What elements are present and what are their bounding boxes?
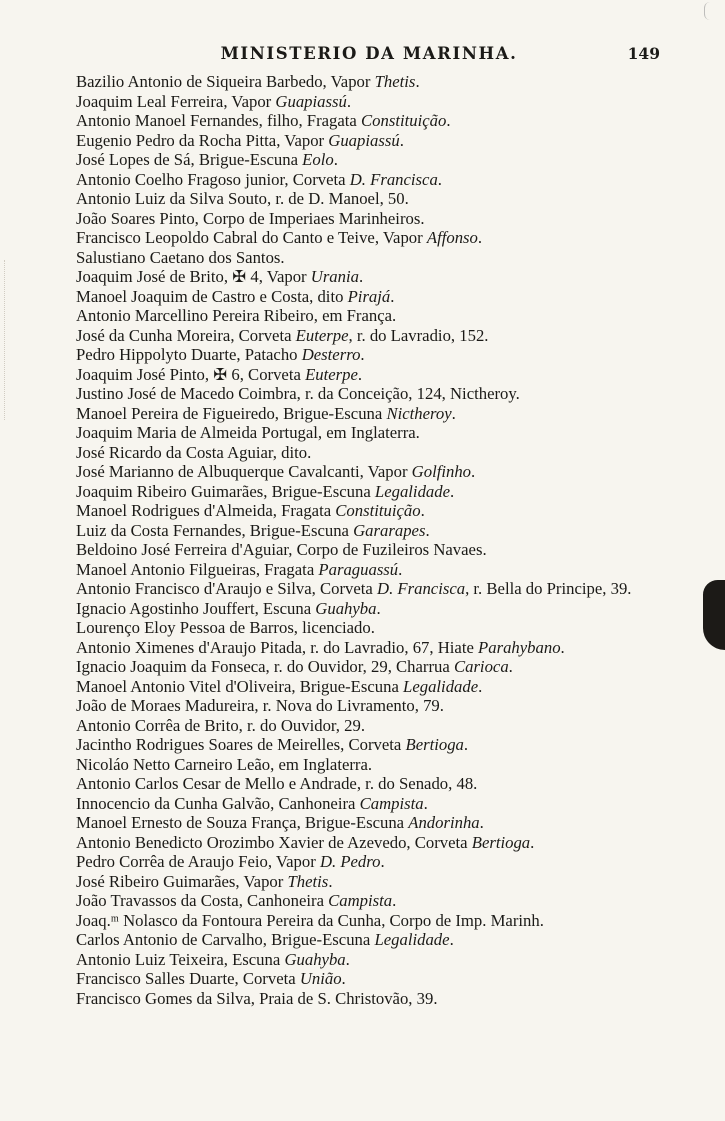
entry-text: Manoel Joaquim de Castro e Costa, dito (76, 286, 348, 306)
ship-name: Golfinho (411, 462, 472, 481)
list-item (76, 560, 656, 580)
entry-text: João Soares Pinto, Corpo de Imperiaes Marinheiros. (76, 208, 425, 228)
list-item (76, 443, 656, 463)
entry-tail: . (376, 598, 381, 618)
entry-tail: . (479, 813, 484, 832)
ship-name: Bertioga (471, 832, 531, 852)
entry-tail: . (478, 676, 483, 696)
entry-text: Joaquim Leal Ferreira, Vapor (76, 91, 276, 111)
entry-tail: . (415, 72, 420, 91)
list-item (76, 209, 656, 229)
list-item (76, 326, 656, 346)
entry-text: Joaquim José de Brito, ✠ 4, Vapor (76, 267, 311, 286)
entry-tail: . (437, 169, 442, 189)
ship-name: Andorinha (408, 813, 480, 832)
ship-name: Desterro (301, 345, 361, 364)
entry-text: Francisco Salles Duarte, Corveta (76, 969, 300, 988)
entry-tail: . (333, 150, 338, 169)
ship-name: Constituição (335, 501, 421, 520)
list-item (76, 287, 656, 307)
ship-name: Guapiassú (275, 91, 347, 111)
entry-text: Ignacio Agostinho Jouffert, Escuna (76, 598, 316, 618)
entry-text: Beldoino José Ferreira d'Aguiar, Corpo de Fuzileiros Navaes. (76, 540, 487, 559)
ship-name: Thetis (287, 871, 329, 891)
ship-name: Pirajá (347, 286, 391, 306)
entry-tail: . (425, 520, 430, 540)
ship-name: D. Pedro (319, 852, 381, 871)
entry-text: Antonio Corrêa de Brito, r. do Ouvidor, 29. (76, 715, 366, 735)
entry-tail: , r. do Lavradio, 152. (348, 325, 489, 345)
list-item (76, 423, 656, 443)
entry-tail: . (560, 637, 565, 657)
entry-tail: , r. Bella do Principe, 39. (465, 579, 632, 598)
ship-name: Guapiassú (328, 130, 400, 150)
entry-tail: . (477, 228, 483, 247)
entry-text: Francisco Gomes da Silva, Praia de S. Christovão, 39. (76, 988, 438, 1008)
ship-name: D. Francisca (349, 169, 438, 189)
list-item (76, 189, 656, 209)
ship-name: Carioca (453, 657, 509, 676)
list-item (76, 248, 656, 268)
entry-text: Joaquim Ribeiro Guimarães, Brigue-Escuna (76, 481, 375, 501)
list-item (76, 716, 656, 736)
list-item (76, 228, 656, 248)
ship-name: Guahyba (284, 949, 346, 969)
entry-text: Joaq.ᵐ Nolasco da Fontoura Pereira da Cunha, Corpo de Imp. Marinh. (76, 910, 544, 930)
ship-name: Legalidade (374, 930, 450, 949)
entry-text: Antonio Luiz Teixeira, Escuna (76, 949, 285, 969)
entry-text: João Travassos da Costa, Canhoneira (76, 891, 329, 910)
entry-tail: . (423, 793, 428, 813)
list-item (76, 92, 656, 112)
list-item (76, 852, 656, 872)
list-item (76, 950, 656, 970)
list-item (76, 111, 656, 131)
entry-text: Antonio Marcellino Pereira Ribeiro, em França. (76, 306, 397, 325)
list-item (76, 657, 656, 677)
entry-text: Eugenio Pedro da Rocha Pitta, Vapor (76, 130, 329, 150)
entry-tail: . (530, 832, 535, 852)
entry-tail: . (345, 949, 350, 969)
entry-text: Jacintho Rodrigues Soares de Meirelles, Corveta (76, 735, 406, 754)
ship-name: Guahyba (315, 598, 377, 618)
entry-tail: . (398, 559, 403, 579)
entry-text: José Lopes de Sá, Brigue-Escuna (76, 150, 303, 169)
list-item (76, 969, 656, 989)
entry-tail: . (358, 267, 364, 286)
list-item (76, 501, 656, 521)
list-item (76, 131, 656, 151)
entry-text: Justino José de Macedo Coimbra, r. da Conceição, 124, Nictheroy. (76, 384, 520, 403)
ship-name: Campista (359, 793, 424, 813)
entry-text: José da Cunha Moreira, Corveta (76, 325, 296, 345)
entry-tail: . (392, 891, 397, 910)
entry-tail: . (450, 481, 455, 501)
list-item (76, 482, 656, 502)
list-item (76, 735, 656, 755)
ship-name: Constituição (361, 111, 447, 130)
ship-name: Eolo (302, 150, 334, 169)
list-item (76, 794, 656, 814)
ship-name: Gararapes (353, 520, 426, 540)
entry-tail: . (420, 501, 425, 520)
entry-text: Manoel Pereira de Figueiredo, Brigue-Escuna (76, 403, 387, 423)
entry-tail: . (463, 735, 469, 754)
ship-name: Euterpe (295, 325, 349, 345)
ship-name: Affonso (426, 228, 478, 247)
margin-annotation (4, 260, 13, 420)
entry-tail: . (341, 969, 346, 988)
list-item (76, 462, 656, 482)
entry-text: Ignacio Joaquim da Fonseca, r. do Ouvidor, 29, Charrua (76, 657, 454, 676)
entry-text: Antonio Manoel Fernandes, filho, Fragata (76, 111, 362, 130)
page-title: MINISTERIO DA MARINHA. (220, 44, 518, 63)
ship-name: União (299, 969, 342, 988)
list-item (76, 911, 656, 931)
entry-text: Pedro Hippolyto Duarte, Patacho (76, 345, 302, 364)
entry-text: Lourenço Eloy Pessoa de Barros, licenciado. (76, 618, 375, 637)
entry-tail: . (380, 852, 385, 871)
ship-name: Campista (328, 891, 393, 910)
entry-text: Manoel Ernesto de Souza França, Brigue-Escuna (76, 813, 409, 832)
page-number: 149 (627, 44, 660, 63)
entry-text: Pedro Corrêa de Araujo Feio, Vapor (76, 852, 320, 871)
entry-text: Bazilio Antonio de Siqueira Barbedo, Vapor (76, 72, 375, 91)
entry-list (76, 72, 656, 1008)
entry-text: Salustiano Caetano dos Santos. (76, 247, 285, 267)
list-item (76, 696, 656, 716)
entry-text: Joaquim José Pinto, ✠ 6, Corveta (76, 364, 306, 384)
entry-text: Francisco Leopoldo Cabral do Canto e Teive, Vapor (76, 228, 427, 247)
entry-text: Manoel Antonio Filgueiras, Fragata (76, 559, 319, 579)
entry-text: Manoel Antonio Vitel d'Oliveira, Brigue-Escuna (76, 676, 404, 696)
ship-name: Nictheroy (386, 403, 452, 423)
entry-text: Manoel Rodrigues d'Almeida, Fragata (76, 501, 336, 520)
ship-name: Thetis (374, 72, 416, 91)
entry-text: Antonio Carlos Cesar de Mello e Andrade, r. do Senado, 48. (76, 774, 478, 793)
entry-tail: . (357, 364, 363, 384)
list-item (76, 618, 656, 638)
ship-name: Bertioga (405, 735, 464, 754)
entry-text: Antonio Francisco d'Araujo e Silva, Corveta (76, 579, 378, 598)
entry-text: Luiz da Costa Fernandes, Brigue-Escuna (76, 520, 354, 540)
entry-tail: . (471, 462, 476, 481)
list-item (76, 306, 656, 326)
ship-name: Legalidade (403, 676, 479, 696)
list-item (76, 540, 656, 560)
entry-text: João de Moraes Madureira, r. Nova do Livramento, 79. (76, 696, 444, 715)
list-item (76, 365, 656, 385)
list-item (76, 755, 656, 775)
list-item (76, 150, 656, 170)
ship-name: Legalidade (374, 481, 451, 501)
page-edge-mark (704, 2, 711, 20)
list-item (76, 404, 656, 424)
list-item (76, 599, 656, 619)
entry-text: Innocencio da Cunha Galvão, Canhoneira (76, 793, 360, 813)
list-item (76, 170, 656, 190)
entry-tail: . (446, 111, 451, 130)
entry-text: Nicoláo Netto Carneiro Leão, em Inglaterra. (76, 754, 373, 774)
list-item (76, 384, 656, 404)
list-item (76, 267, 656, 287)
list-item (76, 521, 656, 541)
entry-tail: . (346, 91, 351, 111)
entry-text: José Ribeiro Guimarães, Vapor (76, 871, 288, 891)
entry-text: Antonio Luiz da Silva Souto, r. de D. Manoel, 50. (76, 189, 409, 208)
list-item (76, 72, 656, 92)
list-item (76, 345, 656, 365)
entry-tail: . (451, 403, 456, 423)
ship-name: Parahybano (478, 637, 561, 657)
entry-tail: . (360, 345, 365, 364)
list-item (76, 989, 656, 1009)
list-item (76, 638, 656, 658)
entry-text: Antonio Coelho Fragoso junior, Corveta (76, 169, 350, 189)
entry-text: Antonio Benedicto Orozimbo Xavier de Azevedo, Corveta (76, 832, 472, 852)
entry-tail: . (508, 657, 513, 676)
list-item (76, 930, 656, 950)
entry-tail: . (399, 130, 404, 150)
entry-text: Joaquim Maria de Almeida Portugal, em Inglaterra. (76, 423, 420, 442)
entry-text: José Ricardo da Costa Aguiar, dito. (76, 442, 312, 462)
entry-text: Carlos Antonio de Carvalho, Brigue-Escuna (76, 930, 375, 949)
entry-tail: . (328, 871, 333, 891)
entry-text: José Marianno de Albuquerque Cavalcanti, Vapor (76, 462, 412, 481)
ship-name: Paraguassú (318, 559, 399, 579)
list-item (76, 774, 656, 794)
list-item (76, 872, 656, 892)
entry-tail: . (390, 286, 395, 306)
ship-name: Euterpe (305, 364, 358, 384)
page-header (78, 44, 660, 70)
entry-tail: . (449, 930, 454, 949)
list-item (76, 677, 656, 697)
list-item (76, 833, 656, 853)
entry-text: Antonio Ximenes d'Araujo Pitada, r. do Lavradio, 67, Hiate (76, 637, 479, 657)
list-item (76, 579, 656, 599)
list-item (76, 813, 656, 833)
list-item (76, 891, 656, 911)
page-edge-blot (703, 580, 725, 650)
ship-name: D. Francisca (377, 579, 466, 598)
ship-name: Urania (310, 267, 359, 286)
